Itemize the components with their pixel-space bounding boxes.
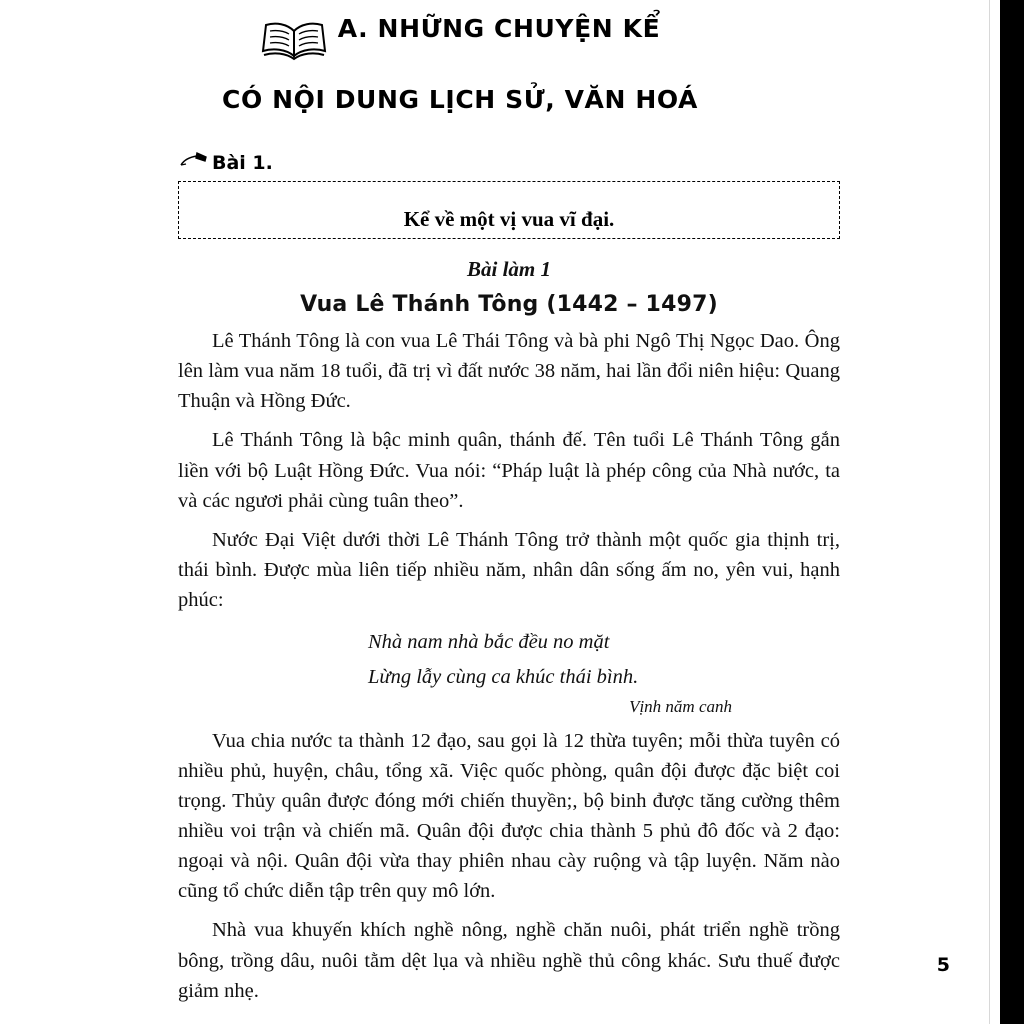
binding-gutter [989, 0, 1000, 1024]
paragraph: Nhà vua khuyến khích nghề nông, nghề chăn nuôi, phát triển nghề trồng bông, trồng dâu, nuôi tằm dệt lụa và nhiều nghề thủ công khác. Sưu thuế được giảm nhẹ. [178, 919, 840, 1002]
verse-line: Lừng lẫy cùng ca khúc thái bình. [368, 665, 639, 688]
page-number: 5 [936, 954, 950, 976]
heading-line-1: A. NHỮNG CHUYỆN KỂ [337, 14, 661, 43]
heading-row [0, 14, 880, 71]
binding-strip [1000, 0, 1024, 1024]
essay-title: Vua Lê Thánh Tông (1442 – 1497) [300, 292, 718, 317]
paragraph: Lê Thánh Tông là con vua Lê Thái Tông và bà phi Ngô Thị Ngọc Dao. Ông lên làm vua năm 18 tuổi, đã trị vì đất nước 38 năm, hai lần đổi niên hiệu: Quang Thuận và Hồng Đức. [178, 330, 840, 413]
paragraph: Nước Đại Việt dưới thời Lê Thánh Tông trở thành một quốc gia thịnh trị, thái bình. Được mùa liên tiếp nhiều năm, nhân dân sống ấm no, yên vui, hạnh phúc: [178, 528, 840, 611]
open-book-icon [260, 18, 328, 71]
pencil-icon [178, 150, 208, 175]
exercise-label: Bài 1. [212, 151, 273, 174]
verse-block [178, 627, 840, 693]
heading-line-2: CÓ NỘI DUNG LỊCH SỬ, VĂN HOÁ [222, 85, 698, 114]
section-heading [0, 0, 880, 114]
exercise-label-row [178, 150, 880, 175]
verse-line: Nhà nam nhà bắc đều no mặt [368, 631, 610, 654]
exercise-prompt-text: Kể về một vị vua vĩ đại. [403, 206, 615, 231]
essay-body [178, 257, 840, 1006]
paragraph: Vua chia nước ta thành 12 đạo, sau gọi là 12 thừa tuyên; mỗi thừa tuyên có nhiều phủ, huyện, châu, tổng xã. Việc quốc phòng, quân đội được đặc biệt coi trọng. Thủy quân được đóng mới chiến thuyền;, bộ binh được tăng cường thêm nhiều voi trận và chiến mã. Quân đội được chia thành 5 phủ đô đốc và 2 đạo: ngoại và nội. Quân đội vừa thay phiên nhau cày ruộng và tập luyện. Năm nào cũng tổ chức diễn tập trên quy mô lớn. [178, 729, 840, 903]
exercise-prompt-box [178, 181, 840, 239]
verse-source: Vịnh năm canh [629, 696, 732, 716]
paragraph: Lê Thánh Tông là bậc minh quân, thánh đế. Tên tuổi Lê Thánh Tông gắn liền với bộ Luật Hồng Đức. Vua nói: “Pháp luật là phép công của Nhà nước, ta và các ngươi phải cùng tuân theo”. [178, 429, 840, 512]
essay-subtitle: Bài làm 1 [466, 257, 551, 281]
